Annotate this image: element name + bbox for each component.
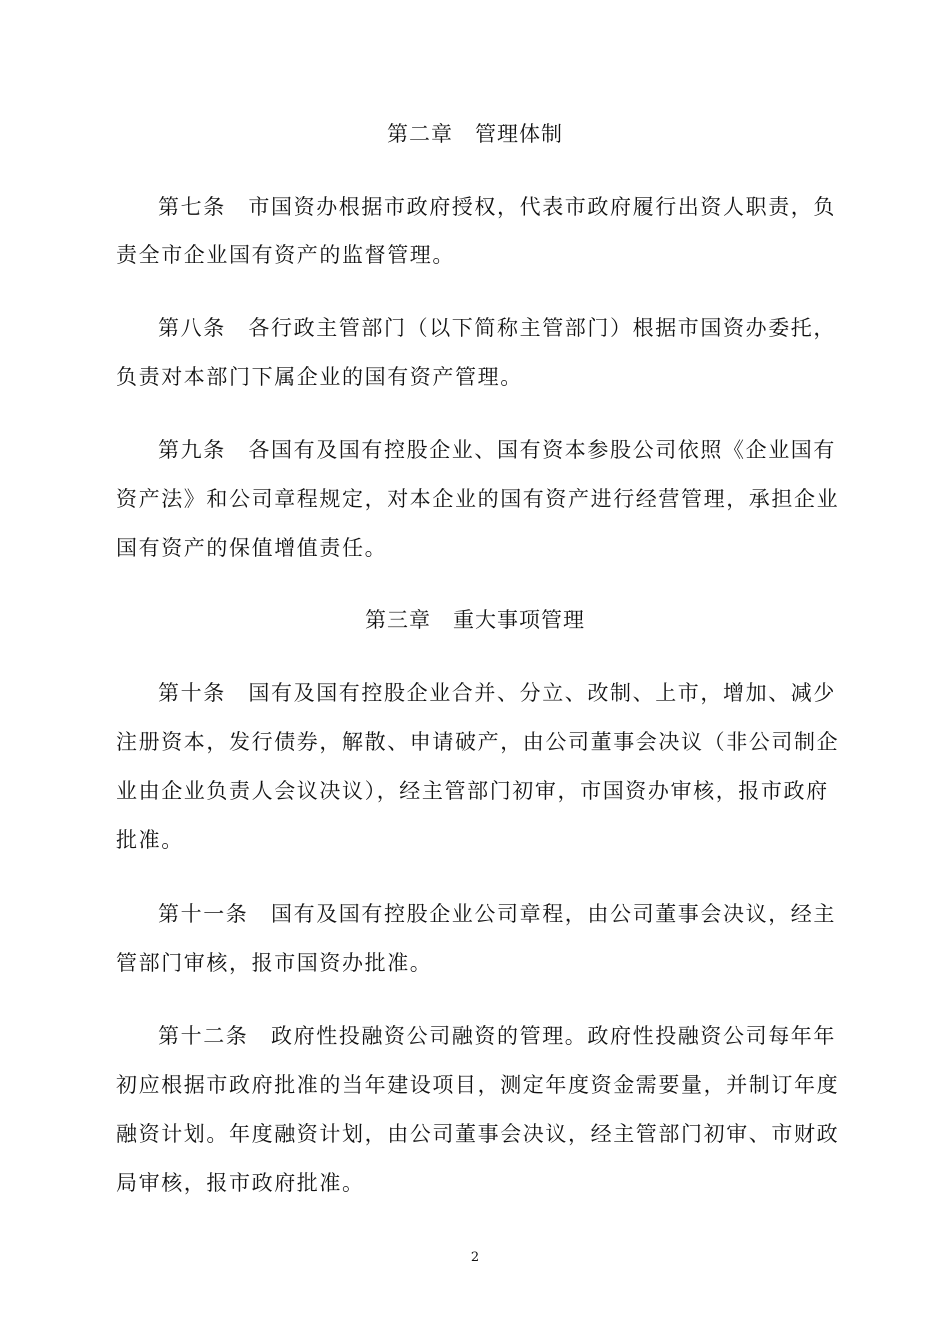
article-9-line-1: 第九条 各国有及国有控股企业、国有资本参股公司依照《企业国有	[158, 438, 836, 462]
article-9-line-2: 资产法》和公司章程规定，对本企业的国有资产进行经营管理，承担企业	[116, 487, 840, 511]
article-8-line-2: 负责对本部门下属企业的国有资产管理。	[116, 365, 523, 389]
article-11-line-1: 第十一条 国有及国有控股企业公司章程，由公司董事会决议，经主	[158, 902, 836, 926]
article-11-line-2: 管部门审核，报市国资办批准。	[116, 951, 433, 975]
article-7-line-1: 第七条 市国资办根据市政府授权，代表市政府履行出资人职责，负	[158, 195, 836, 219]
article-10-line-1: 第十条 国有及国有控股企业合并、分立、改制、上市，增加、减少	[158, 681, 836, 705]
chapter-heading-2: 第二章 管理体制	[387, 122, 563, 146]
article-8-line-1: 第八条 各行政主管部门（以下简称主管部门）根据市国资办委托，	[158, 316, 836, 340]
article-7-line-2: 责全市企业国有资产的监督管理。	[116, 243, 455, 267]
article-9-line-3: 国有资产的保值增值责任。	[116, 536, 388, 560]
article-12-line-3: 融资计划。年度融资计划，由公司董事会决议，经主管部门初审、市财政	[116, 1122, 840, 1146]
article-10-line-4: 批准。	[116, 828, 184, 852]
article-10-line-3: 业由企业负责人会议决议），经主管部门初审，市国资办审核，报市政府	[116, 779, 829, 803]
page-number: 2	[470, 1250, 480, 1265]
article-12-line-2: 初应根据市政府批准的当年建设项目，测定年度资金需要量，并制订年度	[116, 1073, 840, 1097]
article-12-line-4: 局审核，报市政府批准。	[116, 1171, 365, 1195]
chapter-heading-3: 第三章 重大事项管理	[365, 608, 585, 632]
article-10-line-2: 注册资本，发行债券，解散、申请破产，由公司董事会决议（非公司制企	[116, 730, 840, 754]
article-12-line-1: 第十二条 政府性投融资公司融资的管理。政府性投融资公司每年年	[158, 1024, 836, 1048]
